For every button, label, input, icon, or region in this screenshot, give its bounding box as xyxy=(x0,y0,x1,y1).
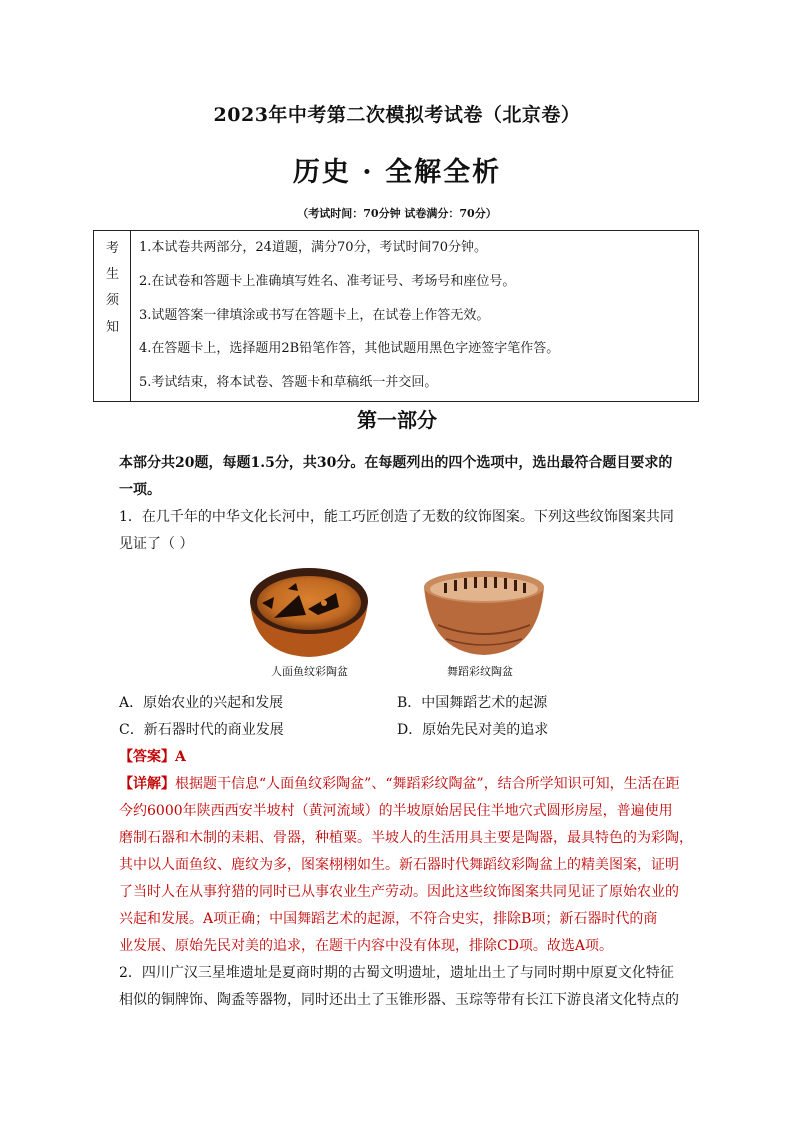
q1-explanation-line: 业发展、原始先民对美的追求，在题干内容中没有体现，排除CD项。故选A项。 xyxy=(119,938,614,954)
exam-title: 2023年中考第二次模拟考试卷（北京卷） xyxy=(213,104,581,126)
q1-answer: 【答案】A xyxy=(119,749,186,765)
q1-explanation-line: 磨制石器和木制的耒耜、骨器，种植粟。半坡人的生活用具主要是陶器，最具特色的为彩陶， xyxy=(119,830,693,846)
notice-heading xyxy=(94,231,131,401)
notice-item: 4.在答题卡上，选择题用2B铅笔作答，其他试题用黑色字迹签字笔作答。 xyxy=(139,341,560,356)
notice-heading-char: 生 xyxy=(105,267,119,282)
part-instruction: 一项。 xyxy=(119,482,161,498)
q1-option-b[interactable]: B．中国舞蹈艺术的起源 xyxy=(397,695,548,711)
exam-info: （考试时间：70分钟 试卷满分：70分） xyxy=(297,207,497,220)
notice-item: 5.考试结束，将本试卷、答题卡和草稿纸一并交回。 xyxy=(139,375,438,390)
notice-heading-char: 考 xyxy=(105,241,119,256)
q1-option-a[interactable]: A．原始农业的兴起和发展 xyxy=(119,695,284,711)
q1-stem: 见证了（ ） xyxy=(119,536,194,552)
q1-option-d[interactable]: D．原始先民对美的追求 xyxy=(397,722,549,738)
q1-explanation-line: 兴起和发展。A项正确；中国舞蹈艺术的起源，不符合史实，排除B项；新石器时代的商 xyxy=(119,911,658,927)
notice-heading-char: 须 xyxy=(105,293,119,308)
notice-heading-char: 知 xyxy=(105,320,119,335)
q2-stem: 2．四川广汉三星堆遗址是夏商时期的古蜀文明遗址，遗址出土了与同时期中原夏文化特征 xyxy=(119,965,674,981)
notice-item: 1.本试卷共两部分，24道题，满分70分，考试时间70分钟。 xyxy=(139,240,488,255)
image-caption: 舞蹈彩纹陶盆 xyxy=(447,665,513,678)
notice-box xyxy=(93,230,699,402)
q1-explain-label: 【详解】 xyxy=(119,776,175,792)
notice-item: 3.试题答案一律填涂或书写在答题卡上，在试卷上作答无效。 xyxy=(139,308,490,323)
q2-stem: 相似的铜牌饰、陶盉等器物，同时还出土了玉锥形器、玉琮等带有长江下游良渚文化特点的 xyxy=(119,992,679,1008)
fish-pattern-bowl-image xyxy=(244,563,374,663)
image-caption: 人面鱼纹彩陶盆 xyxy=(271,665,348,678)
q1-explanation-line: 今约6000年陕西西安半坡村（黄河流域）的半坡原始居民住半地穴式圆形房屋，普遍使用 xyxy=(119,803,673,819)
dance-pattern-bowl-image xyxy=(418,565,550,661)
notice-item: 2.在试卷和答题卡上准确填写姓名、准考证号、考场号和座位号。 xyxy=(139,274,516,289)
part-instruction: 本部分共20题，每题1.5分，共30分。在每题列出的四个选项中，选出最符合题目要求的 xyxy=(119,455,673,471)
q1-option-c[interactable]: C．新石器时代的商业发展 xyxy=(119,722,284,738)
q1-explanation-line: 其中以人面鱼纹、鹿纹为多，图案栩栩如生。新石器时代舞蹈纹彩陶盆上的精美图案，证明 xyxy=(119,857,679,873)
q1-stem: 1．在几千年的中华文化长河中，能工巧匠创造了无数的纹饰图案。下列这些纹饰图案共同 xyxy=(119,509,674,525)
q1-explain-text: 根据题干信息“人面鱼纹彩陶盆”、“舞蹈彩纹陶盆”，结合所学知识可知，生活在距 xyxy=(175,776,680,792)
part-title: 第一部分 xyxy=(357,408,437,432)
q1-explanation-line: 了当时人在从事狩猎的同时已从事农业生产劳动。因此这些纹饰图案共同见证了原始农业的 xyxy=(119,884,679,900)
exam-subtitle: 历史 · 全解全析 xyxy=(292,157,502,188)
q1-explanation-line xyxy=(119,773,680,793)
